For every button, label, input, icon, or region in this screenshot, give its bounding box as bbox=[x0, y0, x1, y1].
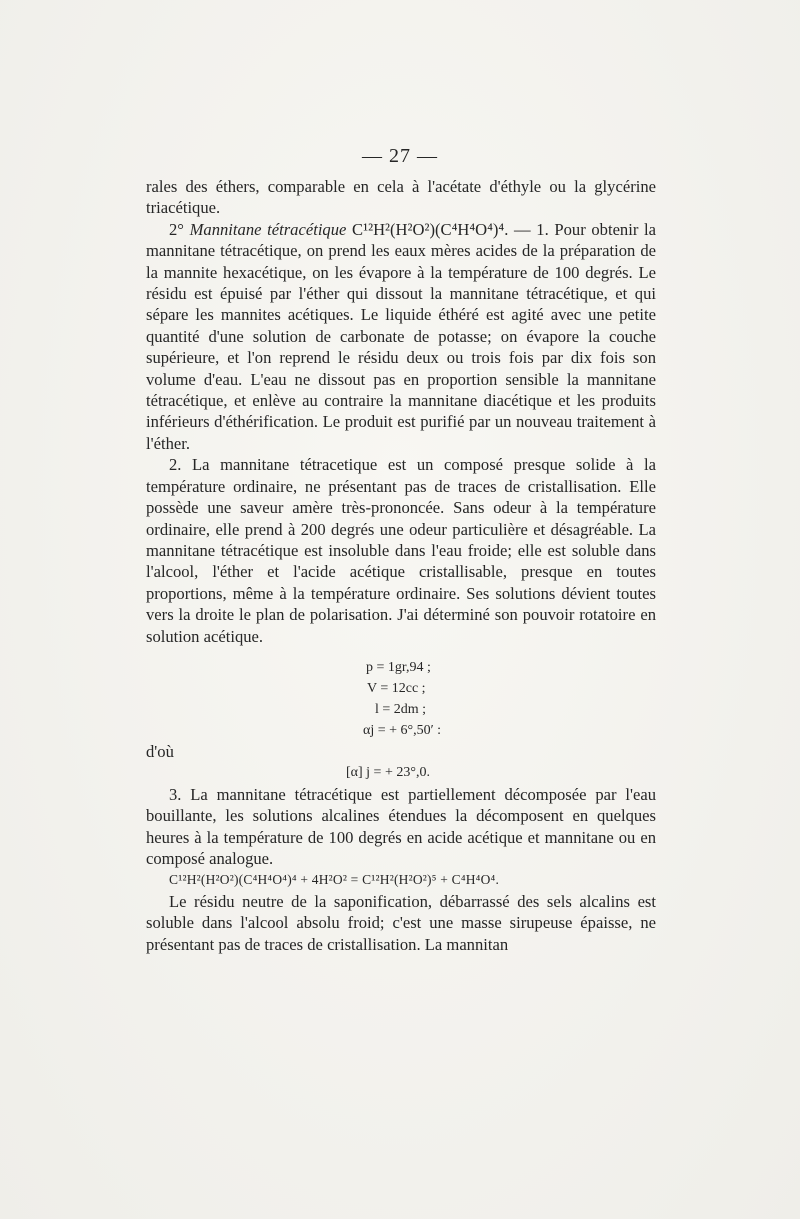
rotatory-power-measurements bbox=[146, 657, 656, 741]
text-column bbox=[146, 148, 656, 955]
paragraph-properties: 2. La mannitane tétracetique est un composé presque solide à la température ordinaire, ne présentant pas de traces de cristallisation. Elle possède une saveur amère très-prononcée. Sans odeur à la température ordinaire, elle prend à 200 degrés une odeur particulière et désagréable. La mannitane tétracétique est insoluble dans l'eau froide; elle est soluble dans l'alcool, l'éther et l'acide acétique cristallisable, presque en toutes proportions, même à la température ordinaire. Ses solutions dévient toutes vers la droite le plan de polarisation. J'ai déterminé son pouvoir rotatoire en solution acétique. bbox=[146, 455, 656, 646]
formula-weight: p = 1gr,94 ; bbox=[366, 659, 431, 675]
paragraph-continuation: rales des éthers, comparable en cela à l'acétate d'éthyle ou la glycérine triacétique. bbox=[146, 177, 656, 218]
dou-label: d'où bbox=[146, 741, 174, 761]
compound-title: Mannitane tétracétique bbox=[189, 219, 347, 239]
compound-formula: C¹²H²(H²O²)(C⁴H⁴O⁴)⁴. bbox=[352, 219, 509, 239]
paragraph-residue: Le résidu neutre de la saponification, débarrassé des sels alcalins est soluble dans l'alcool absolu froid; c'est une masse sirupeuse épaisse, ne présentant pas de traces de cristallisation. La mannitan bbox=[146, 891, 656, 954]
formula-rotation: αj = + 6°,50′ : bbox=[363, 722, 442, 738]
page-number: — 27 — bbox=[362, 145, 438, 167]
formula-volume: V = 12cc ; bbox=[367, 680, 426, 696]
paragraph-mannitane-preparation bbox=[146, 219, 656, 454]
saponification-equation: C¹²H²(H²O²)(C⁴H⁴O⁴)⁴ + 4H²O² = C¹²H²(H²O²)⁵ + C⁴H⁴O⁴. bbox=[169, 872, 500, 888]
rotatory-power-result: [α] j = + 23°,0. bbox=[346, 765, 430, 781]
paragraph-decomposition: 3. La mannitane tétracétique est partiellement décomposée par l'eau bouillante, les solutions alcalines étendues la décomposent en quelques heures à la température de 100 degrés en acide acétique et mannitane ou en composé analogue. bbox=[146, 784, 656, 868]
preparation-text: — 1. Pour obtenir la mannitane tétracétique, on prend les eaux mères acides de la préparation de la mannite hexacétique, on les évapore à la température de 100 degrés. Le résidu est épuisé par l'éther qui dissout la mannitane tétracétique, et qui sépare les mannites acétiques. Le liquide éthéré est agité avec une petite quantité d'une solution de carbonate de potasse; on évapore la couche supérieure, et l'on reprend le résidu deux ou trois fois par dix fois son volume d'eau. L'eau ne dissout pas en proportion sensible la mannitane tétracétique, et enlève au contraire la mannitane diacétique et les produits inférieurs d'éthérification. Le produit est purifié par un nouveau traitement à l'éther. bbox=[146, 219, 656, 453]
section-number: 2° bbox=[169, 219, 184, 239]
formula-length: l = 2dm ; bbox=[375, 701, 427, 717]
